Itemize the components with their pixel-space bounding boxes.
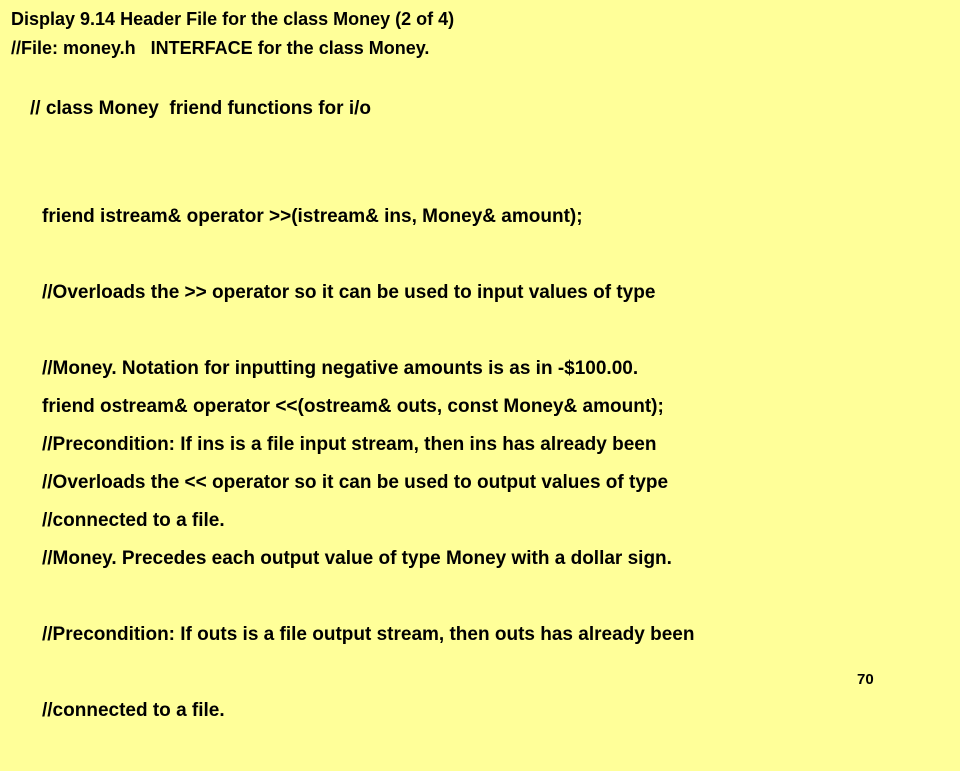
- code-line: //Overloads the << operator so it can be used to output values of type: [42, 472, 669, 493]
- file-line: //File: money.h INTERFACE for the class Money.: [11, 38, 430, 58]
- code-line: friend istream& operator >>(istream& ins, Money& amount);: [42, 206, 583, 227]
- code-line: //connected to a file.: [42, 510, 225, 531]
- code-line: //Money. Notation for inputting negative amounts is as in -$100.00.: [42, 358, 639, 379]
- section-comment: // class Money friend functions for i/o: [30, 98, 371, 119]
- code-line: //Precondition: If outs is a file output stream, then outs has already been: [42, 624, 695, 645]
- code-line: //Money. Precedes each output value of type Money with a dollar sign.: [42, 548, 672, 569]
- page-number: 70: [857, 671, 874, 688]
- code-line: //connected to a file.: [42, 700, 225, 721]
- code-line: //Overloads the >> operator so it can be used to input values of type: [42, 282, 656, 303]
- code-line: //Precondition: If ins is a file input stream, then ins has already been: [42, 434, 657, 455]
- code-line: friend ostream& operator <<(ostream& outs, const Money& amount);: [42, 396, 664, 417]
- slide-title: Display 9.14 Header File for the class Money (2 of 4): [11, 9, 455, 29]
- ostream-code-block: [42, 347, 694, 771]
